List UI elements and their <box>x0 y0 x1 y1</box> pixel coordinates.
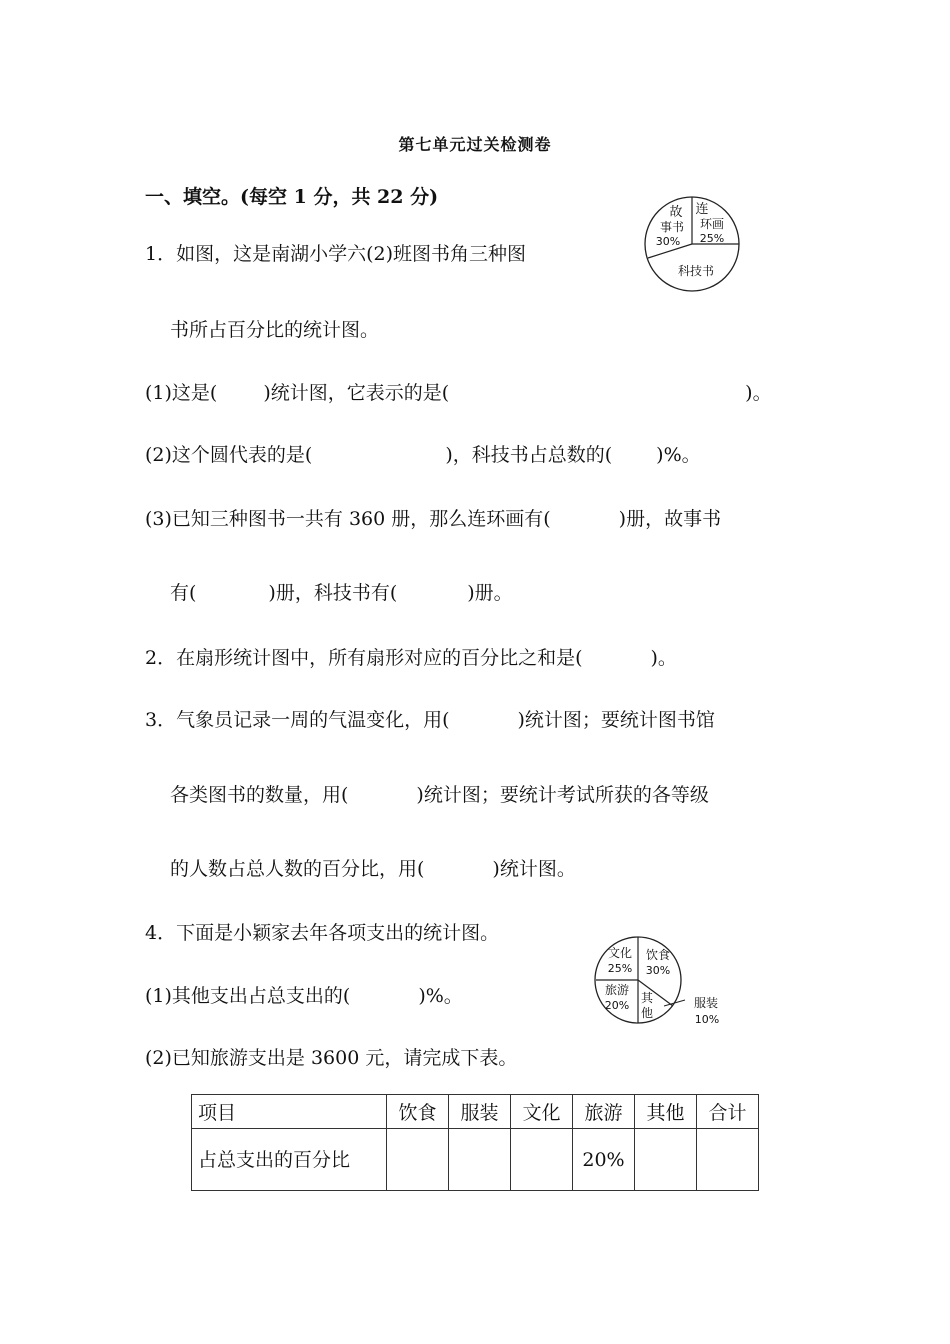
label: 25% <box>607 962 633 975</box>
table-cell[interactable] <box>449 1129 511 1191</box>
table-cell[interactable] <box>511 1129 573 1191</box>
q1-part3-cont <box>170 581 513 605</box>
q4-part2: (2)已知旅游支出是 3600 元，请完成下表。 <box>145 1047 518 1069</box>
table-cell[interactable] <box>697 1129 759 1191</box>
text: )%。 <box>656 444 701 466</box>
table-row <box>192 1129 759 1191</box>
q1-part2 <box>145 443 701 467</box>
label: 他 <box>640 1006 654 1020</box>
table-cell: 20% <box>573 1129 635 1191</box>
text: )统计图，它表示的是( <box>263 382 450 404</box>
label: 事书 <box>659 220 685 234</box>
label: 30% <box>655 235 681 248</box>
q1-part3 <box>145 507 721 531</box>
expense-table <box>191 1094 759 1191</box>
text: )，科技书占总数的( <box>445 444 613 466</box>
label: 20% <box>604 999 630 1012</box>
q4-part1 <box>145 984 463 1008</box>
text: (2)这个圆代表的是( <box>145 444 313 466</box>
label: 连 <box>695 202 709 217</box>
q1-part1 <box>145 381 772 405</box>
text: 3．气象员记录一周的气温变化，用( <box>145 709 450 731</box>
table-header-cell: 旅游 <box>573 1095 635 1129</box>
text: 2．在扇形统计图中，所有扇形对应的百分比之和是( <box>145 647 583 669</box>
table-row-label: 占总支出的百分比 <box>192 1129 387 1191</box>
q1-intro: 1．如图，这是南湖小学六(2)班图书角三种图 <box>145 243 527 265</box>
label: 饮食 <box>645 948 671 962</box>
text: (1)这是( <box>145 382 218 404</box>
text: )统计图。 <box>492 858 576 880</box>
q3-line1 <box>145 708 715 732</box>
expense-pie-chart <box>590 930 730 1035</box>
section-heading: 一、填空。(每空 1 分，共 22 分) <box>145 186 439 208</box>
label: 故 <box>669 205 683 220</box>
label: 文化 <box>607 946 633 960</box>
label: 其 <box>640 991 654 1005</box>
table-header-cell: 其他 <box>635 1095 697 1129</box>
table-header-cell: 饮食 <box>387 1095 449 1129</box>
text: )。 <box>745 382 772 404</box>
label: 旅游 <box>604 983 630 997</box>
text: 的人数占总人数的百分比，用( <box>170 858 425 880</box>
text: )统计图；要统计考试所获的各等级 <box>416 784 709 806</box>
q3-line2 <box>170 783 709 807</box>
text: (3)已知三种图书一共有 360 册，那么连环画有( <box>145 508 551 530</box>
label: 科技书 <box>677 264 715 278</box>
label: 10% <box>694 1013 720 1026</box>
table-cell[interactable] <box>387 1129 449 1191</box>
q3-line3 <box>170 857 576 881</box>
text: )%。 <box>418 985 463 1007</box>
books-pie-chart <box>640 195 746 295</box>
table-header-cell: 服装 <box>449 1095 511 1129</box>
text: )统计图；要统计图书馆 <box>517 709 715 731</box>
label: 30% <box>645 964 671 977</box>
page-title: 第七单元过关检测卷 <box>398 135 552 154</box>
table-header-cell: 项目 <box>192 1095 387 1129</box>
text: )册，故事书 <box>618 508 722 530</box>
text: 各类图书的数量，用( <box>170 784 349 806</box>
table-header-row <box>192 1095 759 1129</box>
label: 25% <box>699 232 725 245</box>
text: )。 <box>650 647 677 669</box>
label: 环画 <box>699 217 725 231</box>
q1-intro-cont: 书所占百分比的统计图。 <box>170 319 380 341</box>
text: )册。 <box>467 582 513 604</box>
label: 服装 <box>693 996 719 1010</box>
table-header-cell: 文化 <box>511 1095 573 1129</box>
q4-intro: 4．下面是小颖家去年各项支出的统计图。 <box>145 922 500 944</box>
table-cell[interactable] <box>635 1129 697 1191</box>
text: 有( <box>170 582 197 604</box>
table-header-cell: 合计 <box>697 1095 759 1129</box>
q2 <box>145 646 677 670</box>
text: )册，科技书有( <box>268 582 398 604</box>
text: (1)其他支出占总支出的( <box>145 985 351 1007</box>
